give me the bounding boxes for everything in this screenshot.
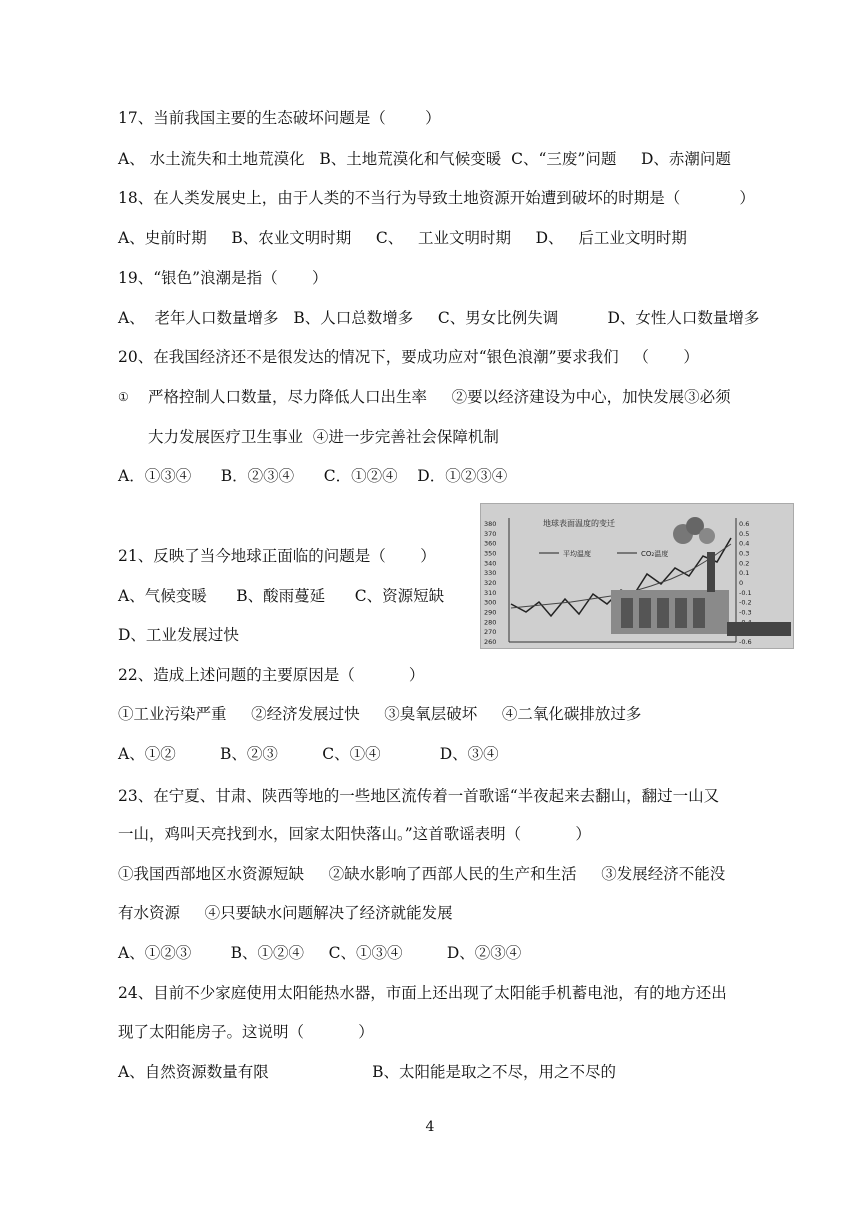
- figure-graphic: [481, 504, 793, 648]
- y-left-tick: 350: [484, 549, 497, 558]
- question-23-line-3: ①我国西部地区水资源短缺 ②缺水影响了西部人民的生产和生活 ③发展经济不能没: [118, 865, 726, 883]
- legend-2: CO₂温度: [641, 550, 669, 558]
- question-23-options: A、①②③ B、①②④ C、①③④ D、②③④: [118, 944, 522, 962]
- y-right-tick: 0: [739, 579, 744, 587]
- figure-title: 地球表面温度的变迁: [543, 519, 615, 528]
- y-left-tick: 280: [484, 618, 497, 627]
- question-21-options: A、气候变暖 B、酸雨蔓延 C、资源短缺: [118, 587, 445, 605]
- question-21: 21、反映了当今地球正面临的问题是（ ）: [118, 547, 436, 565]
- y-left-tick: 330: [484, 569, 497, 578]
- question-19: 19、“银色”浪潮是指（ ）: [118, 269, 328, 287]
- question-18-options: A、史前时期 B、农业文明时期 C、 工业文明时期 D、 后工业文明时期: [118, 229, 687, 247]
- y-left-tick: 290: [484, 608, 497, 617]
- y-right-tick: -0.6: [739, 638, 752, 646]
- y-right-tick: 0.4: [739, 539, 750, 548]
- circled-marker: ①: [118, 390, 129, 404]
- question-20-statement-2: 大力发展医疗卫生事业 ④进一步完善社会保障机制: [148, 428, 499, 446]
- y-right-tick: 0.2: [739, 559, 750, 568]
- question-23-line-2: 一山，鸡叫天亮找到水，回家太阳快落山。”这首歌谣表明（ ）: [118, 825, 591, 843]
- y-left-tick: 260: [484, 638, 497, 646]
- question-23-line-1: 23、在宁夏、甘肃、陕西等地的一些地区流传着一首歌谣“半夜起来去翻山，翻过一山又: [118, 787, 720, 805]
- question-24-options: A、自然资源数量有限 B、太阳能是取之不尽，用之不尽的: [118, 1063, 617, 1081]
- question-17-options: A、 水土流失和土地荒漠化 B、土地荒漠化和气候变暖 C、“三废”问题 D、赤潮问题: [118, 150, 731, 168]
- y-right-tick: -0.2: [739, 598, 752, 607]
- question-20-options: A．①③④ B．②③④ C．①②④ D．①②③④: [118, 467, 508, 485]
- y-left-tick: 360: [484, 539, 497, 548]
- question-17: 17、当前我国主要的生态破坏问题是（ ）: [118, 109, 441, 127]
- legend-1: 平均温度: [563, 550, 591, 558]
- y-left-tick: 270: [484, 628, 497, 637]
- question-19-options: A、 老年人口数量增多 B、人口总数增多 C、男女比例失调 D、女性人口数量增多: [118, 309, 760, 327]
- question-24-line-2: 现了太阳能房子。这说明（ ）: [118, 1023, 374, 1041]
- y-left-tick: 320: [484, 579, 497, 587]
- y-right-tick: 0.6: [739, 520, 750, 528]
- y-left-tick: 300: [484, 598, 497, 607]
- y-left-tick: 310: [484, 588, 497, 597]
- question-23-line-4: 有水资源 ④只要缺水问题解决了经济就能发展: [118, 904, 453, 922]
- y-right-tick: 0.1: [739, 569, 750, 578]
- y-right-tick: 0.3: [739, 549, 750, 558]
- question-22-statements: ①工业污染严重 ②经济发展过快 ③臭氧层破坏 ④二氧化碳排放过多: [118, 705, 642, 723]
- temperature-figure: [480, 503, 794, 649]
- y-right-tick: -0.3: [739, 608, 752, 617]
- y-left-tick: 370: [484, 529, 497, 538]
- question-20: 20、在我国经济还不是很发达的情况下，要成功应对“银色浪潮”要求我们 （ ）: [118, 348, 699, 366]
- y-left-tick: 340: [484, 559, 497, 568]
- page-number: 4: [425, 1119, 435, 1135]
- y-right-tick: -0.1: [739, 588, 752, 597]
- y-left-tick: 380: [484, 520, 497, 528]
- y-right-tick: 0.5: [739, 529, 750, 538]
- question-22-options: A、①② B、②③ C、①④ D、③④: [118, 745, 499, 763]
- question-22: 22、造成上述问题的主要原因是（ ）: [118, 666, 425, 684]
- question-18: 18、在人类发展史上，由于人类的不当行为导致土地资源开始遭到破坏的时期是（ ）: [118, 189, 755, 207]
- question-20-statement-1: 严格控制人口数量，尽力降低人口出生率 ②要以经济建设为中心，加快发展③必须: [148, 388, 731, 406]
- question-24-line-1: 24、目前不少家庭使用太阳能热水器，市面上还出现了太阳能手机蓄电池，有的地方还出: [118, 984, 727, 1002]
- question-21-option-d: D、工业发展过快: [118, 626, 239, 644]
